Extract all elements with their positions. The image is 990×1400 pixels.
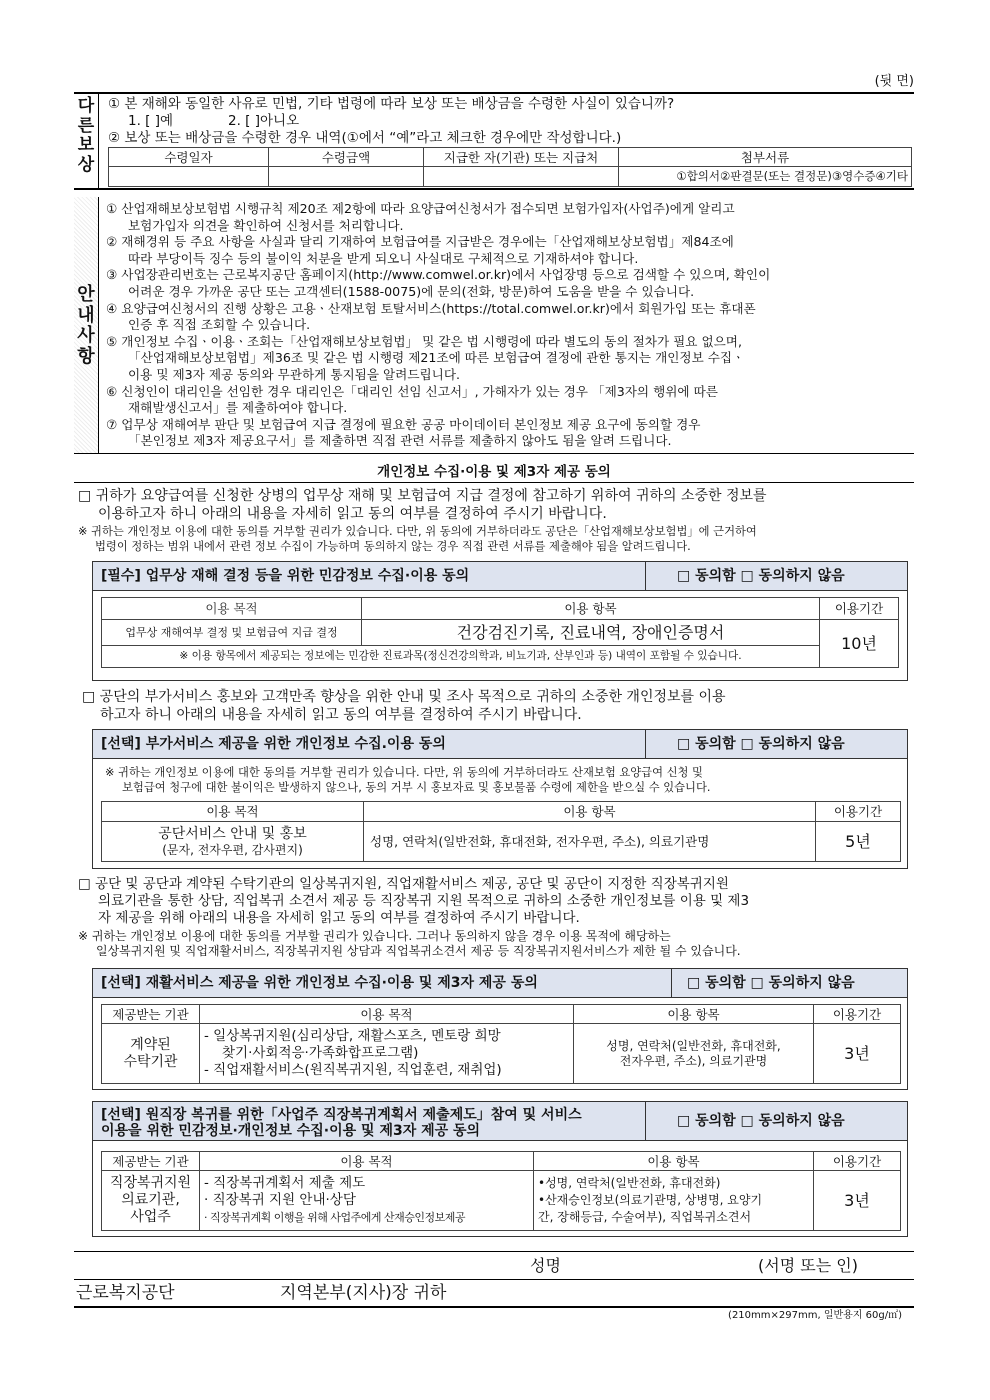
col-purpose: 이용 목적 [200, 1152, 534, 1171]
divider [74, 92, 914, 94]
col-attachments: 첨부서류 [619, 148, 912, 167]
guide-line: ⑦ 업무상 재해여부 판단 및 보험급여 지급 결정에 필요한 공공 마이데이터 본인정보 제공 요구에 동의할 경우 [106, 416, 701, 432]
divider [98, 197, 99, 453]
guide-line: 보험가입자 의견을 확인하여 신청서를 처리합니다. [128, 217, 404, 233]
divider [74, 1251, 914, 1252]
consent-rehab-agree-options[interactable]: □ 동의함 □ 동의하지 않음 [687, 974, 855, 991]
consent-box-rehab-title: [선택] 재활서비스 제공을 위한 개인정보 수집·이용 및 제3자 제공 동의 [101, 974, 538, 991]
guide-line: ① 산업재해보상보험법 시행규칙 제20조 제2항에 따라 요양급여신청서가 접수되면 보험가입자(사업주)에게 알리고 [106, 201, 735, 216]
recipient-cell: 직장복귀지원 의료기관, 사업주 [102, 1171, 200, 1231]
period-cell: 10년 [820, 620, 899, 668]
question-1: ① 본 재해와 동일한 사유로 민법, 기타 법령에 따라 보상 또는 배상금을 수령한 사실이 있습니까? [108, 96, 675, 112]
consent-box-required-header [92, 561, 908, 591]
intro-3: □ 공단 및 공단과 계약된 수탁기관의 일상복귀지원, 직업재활서비스 제공, 공단 및 공단이 지정한 직장복귀지원 의료기관을 통한 상담, 직업복귀 소견서 제공 등 직장복귀 지원 목적으로 귀하의 소중한 개인정보를 이용 및 제3 자 제공을 위해 아래의 내용을 자세히 읽고 동의 여부를 결정하여 주시기 바랍니다. [78, 876, 750, 926]
recipient-line: 지역본부(지사)장 귀하 [280, 1283, 447, 1303]
items-cell: 건강검진기록, 진료내역, 장애인증명서 [362, 620, 820, 646]
divider [74, 482, 914, 483]
sensitive-note: ※ 이용 항목에서 제공되는 정보에는 민감한 진료과목(정신건강의학과, 비뇨기과, 산부인과 등) 내역이 포함될 수 있습니다. [102, 646, 820, 668]
page-side-label: (뒷 면) [874, 74, 914, 89]
purpose-cell: 업무상 재해여부 결정 및 보험급여 지급 결정 [102, 620, 362, 646]
col-received-amount: 수령금액 [269, 148, 424, 167]
consent-box-return-title: [선택] 원직장 복귀를 위한「사업주 직장복귀계획서 제출제도」참여 및 서비스 이용을 위한 민감정보·개인정보 수집·이용 및 제3자 제공 동의 [101, 1107, 582, 1139]
signature-label: (서명 또는 인) [758, 1256, 858, 1275]
period-cell: 5년 [816, 822, 901, 862]
guide-line: ④ 요양급여신청서의 진행 상황은 고용ㆍ산재보험 토탈서비스(https://total.comwel.or.kr)에서 회원가입 또는 휴대폰 [106, 300, 756, 316]
consent-required-agree-options[interactable]: □ 동의함 □ 동의하지 않음 [677, 567, 845, 584]
intro-1: □ 귀하가 요양급여를 신청한 상병의 업무상 재해 및 보험급여 지급 결정에 참고하기 위하여 귀하의 소중한 정보를 이용하고자 하니 아래의 내용을 자세히 읽고 동의 여부를 결정하여 주시기 바랍니다. [78, 488, 767, 522]
divider [74, 1279, 914, 1280]
col-period: 이용기간 [820, 598, 899, 620]
purpose-cell: 공단서비스 안내 및 홍보 (문자, 전자우편, 감사편지) [102, 822, 364, 862]
consent-box-return-header [92, 1101, 908, 1141]
name-label: 성명 [530, 1256, 561, 1275]
intro-2: □ 공단의 부가서비스 홍보와 고객만족 향상을 위한 안내 및 조사 목적으로 귀하의 소중한 개인정보를 이용 하고자 하니 아래의 내용을 자세히 읽고 동의 여부를 결정하여 주시기 바랍니다. [82, 689, 726, 723]
section-label-other-comp: 다 른 보 상 [77, 96, 95, 175]
q1-option-yes[interactable]: 1. [ ]예 [128, 113, 174, 129]
paper-spec: (210mm×297mm, 일반용지 60g/㎡) [728, 1310, 902, 1321]
note-1: ※ 귀하는 개인정보 이용에 대한 동의를 거부할 권리가 있습니다. 다만, 위 동의에 거부하더라도 공단은「산업재해보상보험법」에 근거하여 법령이 정하는 범위 내에서 관련 정보 수집이 가능하며 동의하지 않는 경우 직접 관련 서류를 제출해야 됨을 알려드립니다. [78, 525, 757, 553]
consent-box-required-body [92, 591, 908, 681]
guide-line: 「산업재해보상보험법」제36조 및 같은 법 시행령 제21조에 따른 보험급여 결정에 관한 통지는 개인정보 수집ㆍ [128, 350, 745, 366]
guide-line: 재해발생신고서」를 제출하여야 합니다. [128, 400, 348, 416]
divider [74, 188, 914, 190]
name-input[interactable] [598, 1254, 748, 1276]
consent-box-service-body [92, 759, 908, 869]
received-amount-input[interactable] [269, 167, 424, 187]
divider [74, 1306, 914, 1308]
recipient-cell: 계약된 수탁기관 [102, 1024, 200, 1084]
consent-box-return-body [92, 1141, 908, 1237]
question-2: ② 보상 또는 배상금을 수령한 경우 내역(①에서 “예”라고 체크한 경우에만 작성합니다.) [108, 130, 622, 146]
guide-line: ⑤ 개인정보 수집ㆍ이용ㆍ조회는「산업재해보상보험법」 및 같은 법 시행령에 따라 별도의 동의 절차가 필요 없으며, [106, 333, 742, 349]
payer-input[interactable] [424, 167, 619, 187]
purpose-cell: - 직장복귀계획서 제출 제도 · 직장복귀 지원 안내·상담 · 직장복귀계획 이행을 위해 사업주에게 산재승인정보제공 [200, 1171, 534, 1231]
col-items: 이용 항목 [364, 802, 816, 822]
consent-title: 개인정보 수집·이용 및 제3자 제공 동의 [377, 464, 611, 480]
col-purpose: 이용 목적 [102, 598, 362, 620]
consent-box-service-title: [선택] 부가서비스 제공을 위한 개인정보 수집.이용 동의 [101, 735, 446, 752]
guide-list [106, 201, 912, 450]
col-received-date: 수령일자 [109, 148, 269, 167]
col-period: 이용기간 [814, 1152, 901, 1171]
divider [74, 453, 914, 454]
note-3: ※ 귀하는 개인정보 이용에 대한 동의를 거부할 권리가 있습니다. 그러나 동의하지 않을 경우 이용 목적에 해당하는 일상복귀지원 및 직업재활서비스, 직장복귀지원 상담과 직업복귀소견서 제공 등 직장복귀지원서비스가 제한 될 수 있습니다. [78, 929, 741, 958]
col-payer: 지급한 자(기관) 또는 지급처 [424, 148, 619, 167]
guide-line: 「본인정보 제3자 제공요구서」를 제출하면 직접 관련 서류를 제출하지 않아도 됨을 알려 드립니다. [128, 433, 672, 449]
consent-service-agree-options[interactable]: □ 동의함 □ 동의하지 않음 [677, 735, 845, 752]
col-purpose: 이용 목적 [200, 1005, 574, 1024]
consent-box-rehab-header [92, 968, 908, 998]
period-cell: 3년 [814, 1171, 901, 1231]
attachments-options[interactable]: ①합의서②판결문(또는 결정문)③영수증④기타 [619, 167, 912, 187]
items-cell: •성명, 연락처(일반전화, 휴대전화) •산재승인정보(의료기관명, 상병명, 요양기 간, 장해등급, 수술여부), 직업복귀소견서 [534, 1171, 814, 1231]
org-name: 근로복지공단 [76, 1283, 175, 1303]
col-items: 이용 항목 [534, 1152, 814, 1171]
purpose-cell: - 일상복귀지원(심리상담, 재활스포츠, 멘토랑 희망 찾기·사회적응·가족화합프로그램) - 직업재활서비스(원직복귀지원, 직업훈련, 재취업) [200, 1024, 574, 1084]
guide-line: 이용 및 제3자 제공 동의와 무관하게 통지됨을 알려드립니다. [128, 366, 461, 382]
guide-line: 인증 후 직접 조회할 수 있습니다. [128, 317, 311, 333]
col-recipient: 제공받는 기관 [102, 1005, 200, 1024]
period-cell: 3년 [814, 1024, 901, 1084]
received-compensation-table [108, 147, 912, 187]
q1-option-no[interactable]: 2. [ ]아니오 [228, 113, 300, 129]
consent-box-rehab-body [92, 998, 908, 1090]
divider [98, 92, 99, 188]
col-period: 이용기간 [816, 802, 901, 822]
service-note: ※ 귀하는 개인정보 이용에 대한 동의를 거부할 권리가 있습니다. 다만, 위 동의에 거부하더라도 산재보험 요양급여 신청 및 보험급여 청구에 대한 불이익은 발생하지 않으나, 동의 거부 시 홍보자료 및 홍보물품 수령에 제한을 받으실 수 있습니다. [105, 766, 711, 794]
guide-line: ② 재해경위 등 주요 사항을 사실과 달리 기재하여 보험급여를 지급받은 경우에는「산업재해보상보험법」제84조에 [106, 234, 734, 250]
col-purpose: 이용 목적 [102, 802, 364, 822]
consent-box-service-header [92, 729, 908, 759]
col-period: 이용기간 [814, 1005, 901, 1024]
guide-line: 어려운 경우 가까운 공단 또는 고객센터(1588-0075)에 문의(전화, 방문)하여 도움을 받을 수 있습니다. [128, 283, 695, 299]
guide-line: ③ 사업장관리번호는 근로복지공단 홈페이지(http://www.comwel.or.kr)에서 사업장명 등으로 검색할 수 있으며, 확인이 [106, 267, 771, 283]
consent-return-agree-options[interactable]: □ 동의함 □ 동의하지 않음 [677, 1112, 845, 1129]
section-label-guide: 안 내 사 항 [77, 284, 95, 368]
items-cell: 성명, 연락처(일반전화, 휴대전화, 전자우편, 주소), 의료기관명 [364, 822, 816, 862]
items-cell: 성명, 연락처(일반전화, 휴대전화, 전자우편, 주소), 의료기관명 [574, 1024, 814, 1084]
col-items: 이용 항목 [362, 598, 820, 620]
guide-line: 따라 부당이득 징수 등의 불이익 처분을 받게 되오니 사실대로 구체적으로 기재하셔야 합니다. [128, 250, 639, 266]
col-recipient: 제공받는 기관 [102, 1152, 200, 1171]
consent-box-required-title: [필수] 업무상 재해 결정 등을 위한 민감정보 수집·이용 동의 [101, 567, 470, 584]
received-date-input[interactable] [109, 167, 269, 187]
col-items: 이용 항목 [574, 1005, 814, 1024]
guide-line: ⑥ 신청인이 대리인을 선임한 경우 대리인은「대리인 선임 신고서」, 가해자가 있는 경우 「제3자의 행위에 따른 [106, 383, 718, 399]
